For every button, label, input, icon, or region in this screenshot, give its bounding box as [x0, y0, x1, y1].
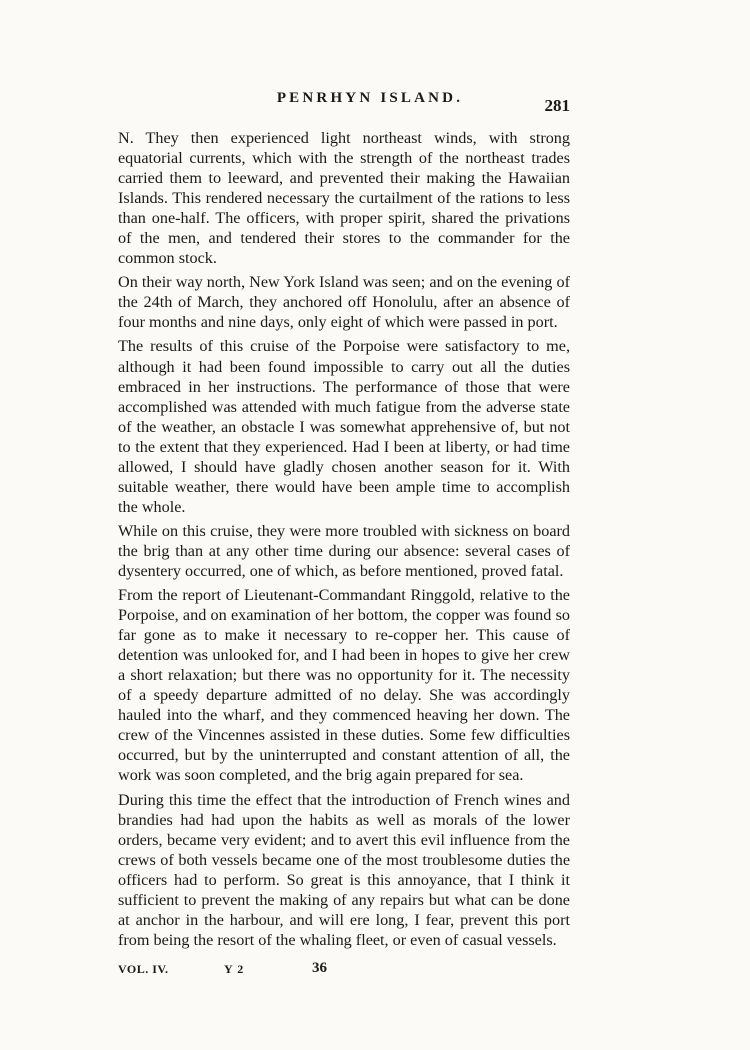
paragraph: On their way north, New York Island was seen; and on the evening of the 24th of March, they anchored off Honolulu, after an absence of four months and nine days, only eight of which were passed in port.	[118, 273, 570, 332]
page-number: 281	[544, 96, 570, 115]
paragraph: While on this cruise, they were more troubled with sickness on board the brig than at any other time during our absence: several cases of dysentery occurred, one of which, as before mentioned, proved fatal.	[118, 521, 570, 580]
running-head: PENRHYN ISLAND.	[276, 90, 464, 106]
paragraph: During this time the effect that the introduction of French wines and brandies had had upon the habits as well as morals of the lower orders, became very evident; and to avert this evil influence from the crews of both vessels became one of the most troublesome duties the officers had to perform. So great is this annoyance, that I think it sufficient to prevent the making of any repairs but what can be done at anchor in the harbour, and will ere long, I fear, prevent this port from being the resort of the whaling fleet, or even of casual vessels.	[118, 790, 570, 949]
body-text	[118, 128, 570, 950]
page-footer	[118, 960, 570, 980]
signature-number: 36	[312, 960, 327, 976]
paragraph: From the report of Lieutenant-Commandant Ringgold, relative to the Porpoise, and on examination of her bottom, the copper was found so far gone as to make it necessary to re-copper her. This cause of detention was unlooked for, and I had been in hopes to give her crew a short relaxation; but there was no opportunity for it. The necessity of a speedy departure admitted of no delay. She was accordingly hauled into the wharf, and they commenced heaving her down. The crew of the Vincennes assisted in these duties. Some few difficulties occurred, but by the uninterrupted and constant attention of all, the work was soon completed, and the brig again prepared for sea.	[118, 586, 570, 785]
signature-mark: Y 2	[224, 962, 245, 976]
volume-label: VOL. IV.	[118, 962, 169, 976]
paragraph: N. They then experienced light northeast winds, with strong equatorial currents, which with the strength of the northeast trades carried them to leeward, and prevented their making the Hawaiian Islands. This rendered necessary the curtailment of the rations to less than one-half. The officers, with proper spirit, shared the privations of the men, and tendered their stores to the commander for the common stock.	[118, 129, 570, 268]
paragraph: The results of this cruise of the Porpoise were satisfactory to me, although it had been found impossible to carry out all the duties embraced in her instructions. The performance of those that were accomplished was attended with much fatigue from the adverse state of the weather, an obstacle I was somewhat apprehensive of, but not to the extent that they experienced. Had I been at liberty, or had time allowed, I should have gladly chosen another season for it. With suitable weather, there would have been ample time to accomplish the whole.	[118, 337, 570, 516]
